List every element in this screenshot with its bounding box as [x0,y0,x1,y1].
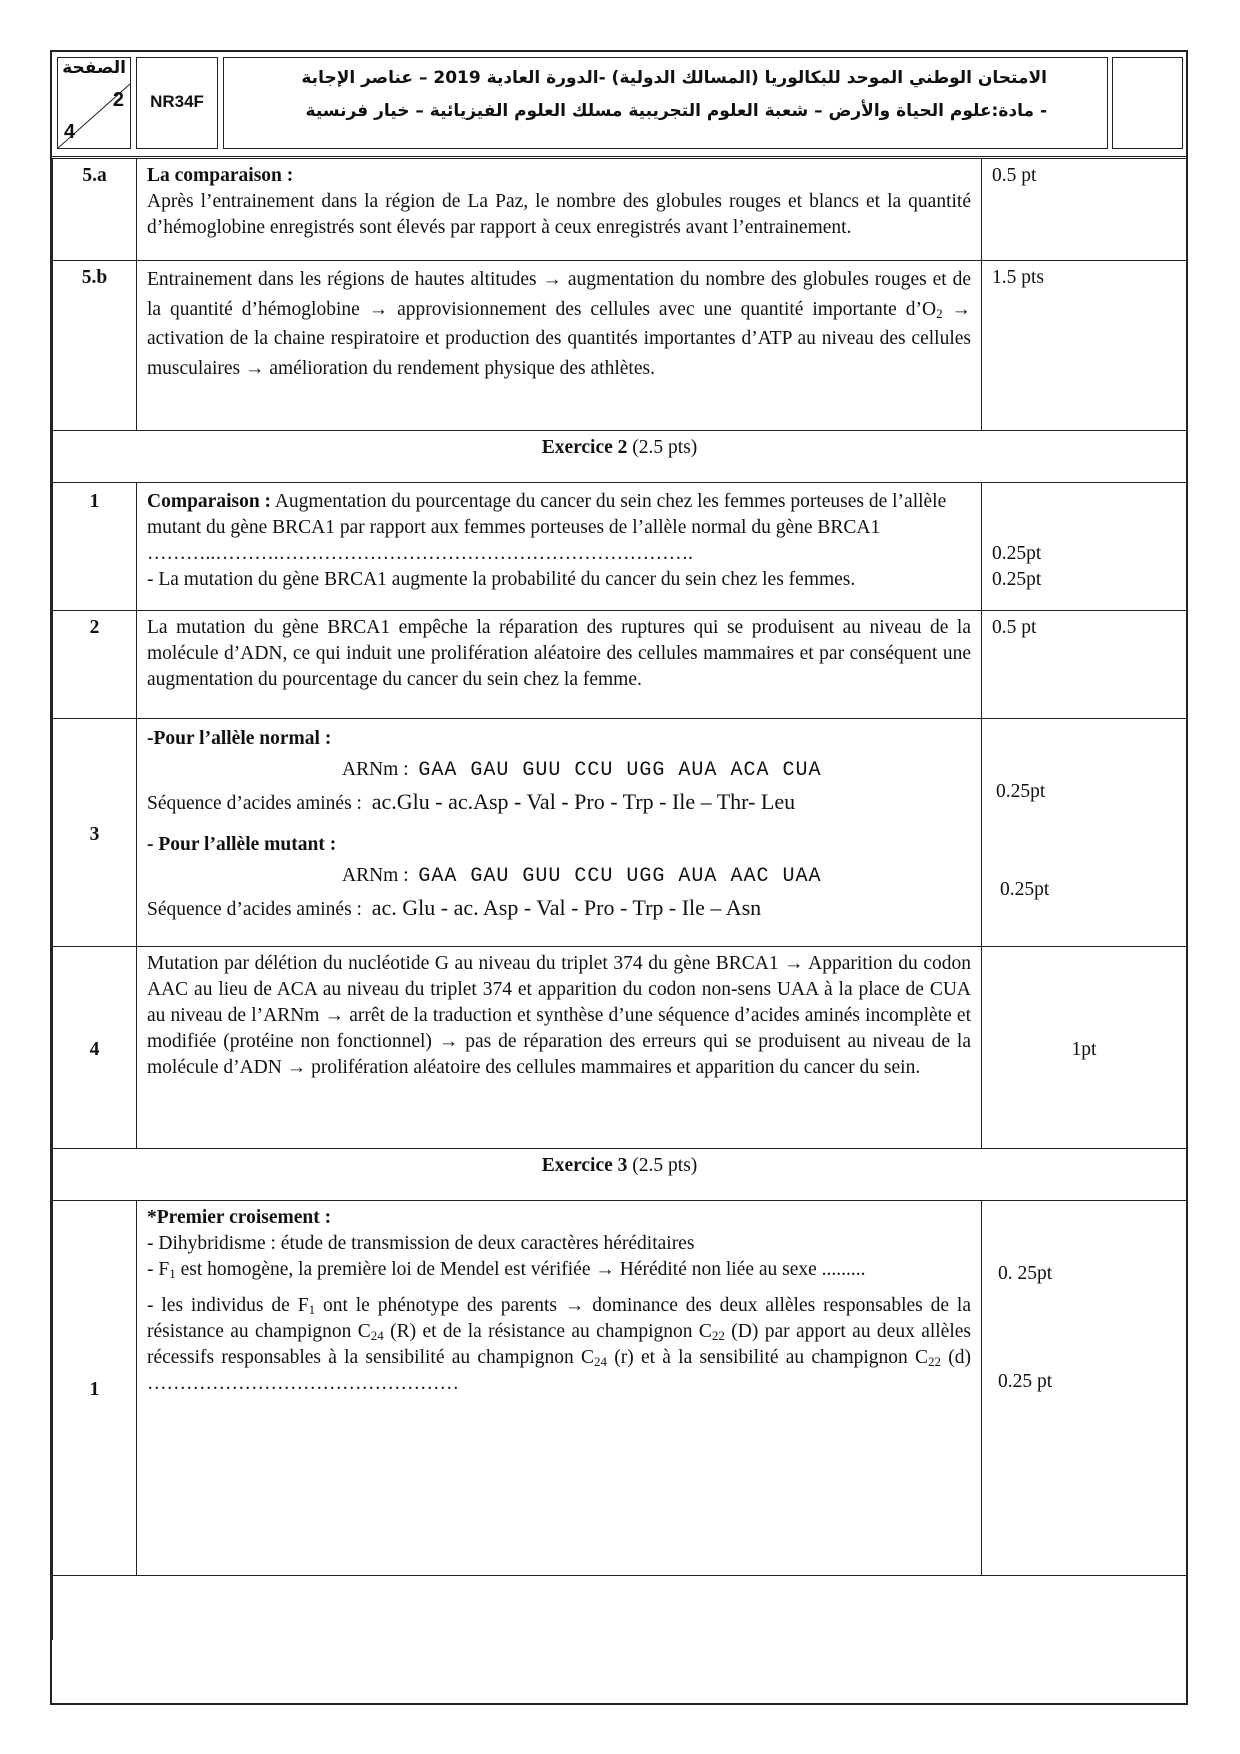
exam-code-box [136,57,218,149]
points-value: 0.25pt [996,781,1046,802]
exercise-title [53,1149,1187,1201]
title-line-1: الامتحان الوطني الموحد للبكالوريا (المسالك الدولية) -الدورة العادية 2019 – عناصر الإجابة [301,68,1047,88]
page-number-box [57,57,131,149]
table-row [53,483,1187,611]
table-row [53,611,1187,719]
points-value: 0.25pt [992,543,1042,564]
points-value: 0.25 pt [998,1371,1053,1392]
answer-body: Entrainement dans les régions de hautes altitudes → augmentation du nombre des globules rouges et de la quantité d’hémoglobine → approvisionnement des cellules avec une quantité importante d’O [147,269,971,320]
points [982,1201,1187,1576]
answer-body: - F [147,1259,170,1280]
points: 0.5 pt [982,159,1187,261]
subscript: 24 [594,1354,608,1369]
page-label: الصفحة [62,58,126,78]
answer-body: Augmentation du pourcentage du cancer du sein chez les femmes porteuses de l’allèle mutant du gène BRCA1 par rapport aux femmes porteuses de l’allèle normal du gène BRCA1 ………..……….………………………………………………………. [147,491,947,564]
page-frame [50,50,1188,1705]
aa-sequence: ac.Glu - ac.Asp - Val - Pro - Trp - Ile – Thr- Leu [371,789,796,814]
table-row [53,261,1187,431]
aa-sequence: ac. Glu - ac. Asp - Val - Pro - Trp - Ile – Asn [371,895,762,920]
question-number: 1 [53,483,137,611]
answer-body: (r) et à la sensibilité au champignon C [607,1347,929,1368]
exercise-header-row [53,1149,1187,1201]
answer-text [137,483,982,611]
points-value: 0. 25pt [998,1263,1053,1284]
table-row [53,719,1187,947]
subscript: 2 [936,305,943,321]
answer-body: (R) et de la résistance au champignon C [383,1321,712,1342]
subscript: 1 [308,1302,316,1317]
points-value: 0.25pt [992,569,1042,590]
points [982,719,1187,947]
answer-title: -Pour l’allèle normal : [147,728,332,749]
answer-body: - les individus de F [147,1295,309,1316]
header [52,52,1186,159]
exercise-title [53,431,1187,483]
exercise-header-row [53,431,1187,483]
exercise-points: (2.5 pts) [632,1155,698,1176]
answer-body: - La mutation du gène BRCA1 augmente la probabilité du cancer du sein chez les femmes. [147,569,856,590]
points-value: 0.25pt [1000,879,1050,900]
table-row [53,1201,1187,1576]
answer-text: La mutation du gène BRCA1 empêche la réparation des ruptures qui se produisent au niveau de la molécule d’ADN, ce qui induit une prolifération aléatoire des cellules mammaires et par conséquent une augmentation du pourcentage du cancer du sein chez la femme. [137,611,982,719]
question-number: 1 [53,1201,137,1576]
aa-label: Séquence d’acides aminés : [147,899,362,920]
title-box [223,57,1108,149]
exercise-label: Exercice 3 [541,1155,628,1176]
arnm-label: ARNm : [342,865,409,886]
question-number: 3 [53,719,137,947]
empty-cell [53,1576,1187,1641]
answer-title: Comparaison : [147,491,272,512]
answer-text [137,261,982,431]
title-line-2: - مادة:علوم الحياة والأرض – شعبة العلوم التجريبية مسلك العلوم الفيزيائية – خيار فرنسية [305,101,1047,121]
page-total: 4 [64,121,76,143]
answer-text: Mutation par délétion du nucléotide G au niveau du triplet 374 du gène BRCA1 → Apparition du codon AAC au lieu de ACA au niveau du triplet 374 et apparition du codon non-sens UAA à la place de CUA au niveau de l’ARNm → arrêt de la traduction et synthèse d’une séquence d’acides aminés incomplète et modifiée (protéine non fonctionnel) → pas de réparation des erreurs qui se produisent au niveau de la molécule d’ADN → prolifération aléatoire des cellules mammaires et apparition du cancer du sein. [137,947,982,1149]
answer-text [137,719,982,947]
answer-body: Après l’entrainement dans la région de La Paz, le nombre des globules rouges et blancs et la quantité d’hémoglobine enregistrés sont élevés par rapport à ceux enregistrés avant l’entrainement. [147,191,971,238]
answer-body: ont le phénotype des parents → dominance des deux allèles responsables de la résistance au champignon C [147,1295,972,1342]
question-number: 4 [53,947,137,1149]
subscript: 24 [370,1328,384,1343]
answer-table [52,158,1187,1640]
answer-body: → activation de la chaine respiratoire et production des quantités importantes d’ATP au niveau des cellules musculaires → amélioration du rendement physique des athlètes. [147,298,971,379]
answer-body: (d) ………………………………………… [147,1347,971,1394]
points: 1.5 pts [982,261,1187,431]
answer-body: - Dihybridisme : étude de transmission de deux caractères héréditaires [147,1233,695,1254]
answer-body: est homogène, la première loi de Mendel est vérifiée → Hérédité non liée au sexe ......... [175,1259,866,1280]
exercise-label: Exercice 2 [541,437,628,458]
answer-title: La comparaison : [147,165,294,186]
exam-code: NR34F [150,92,204,111]
arnm-label: ARNm : [342,759,409,780]
table-row [53,159,1187,261]
points: 1pt [982,947,1187,1149]
answer-body: (D) par apport au deux allèles récessifs responsables à la sensibilité au champignon C [147,1321,972,1368]
points: 0.5 pt [982,611,1187,719]
question-number: 5.a [53,159,137,261]
answer-title: - Pour l’allèle mutant : [147,834,337,855]
exercise-points: (2.5 pts) [632,437,698,458]
question-number: 2 [53,611,137,719]
blank-box [1112,57,1183,149]
arnm-sequence: GAA GAU GUU CCU UGG AUA AAC UAA [418,865,822,888]
question-number: 5.b [53,261,137,431]
aa-label: Séquence d’acides aminés : [147,793,362,814]
points [982,483,1187,611]
subscript: 1 [169,1266,176,1281]
arnm-sequence: GAA GAU GUU CCU UGG AUA ACA CUA [418,759,822,782]
empty-row [53,1576,1187,1641]
answer-title: *Premier croisement : [147,1207,332,1228]
answer-text [137,159,982,261]
subscript: 22 [711,1328,725,1343]
table-row [53,947,1187,1149]
page-current: 2 [112,89,124,111]
answer-text [137,1201,982,1576]
subscript: 22 [928,1354,942,1369]
